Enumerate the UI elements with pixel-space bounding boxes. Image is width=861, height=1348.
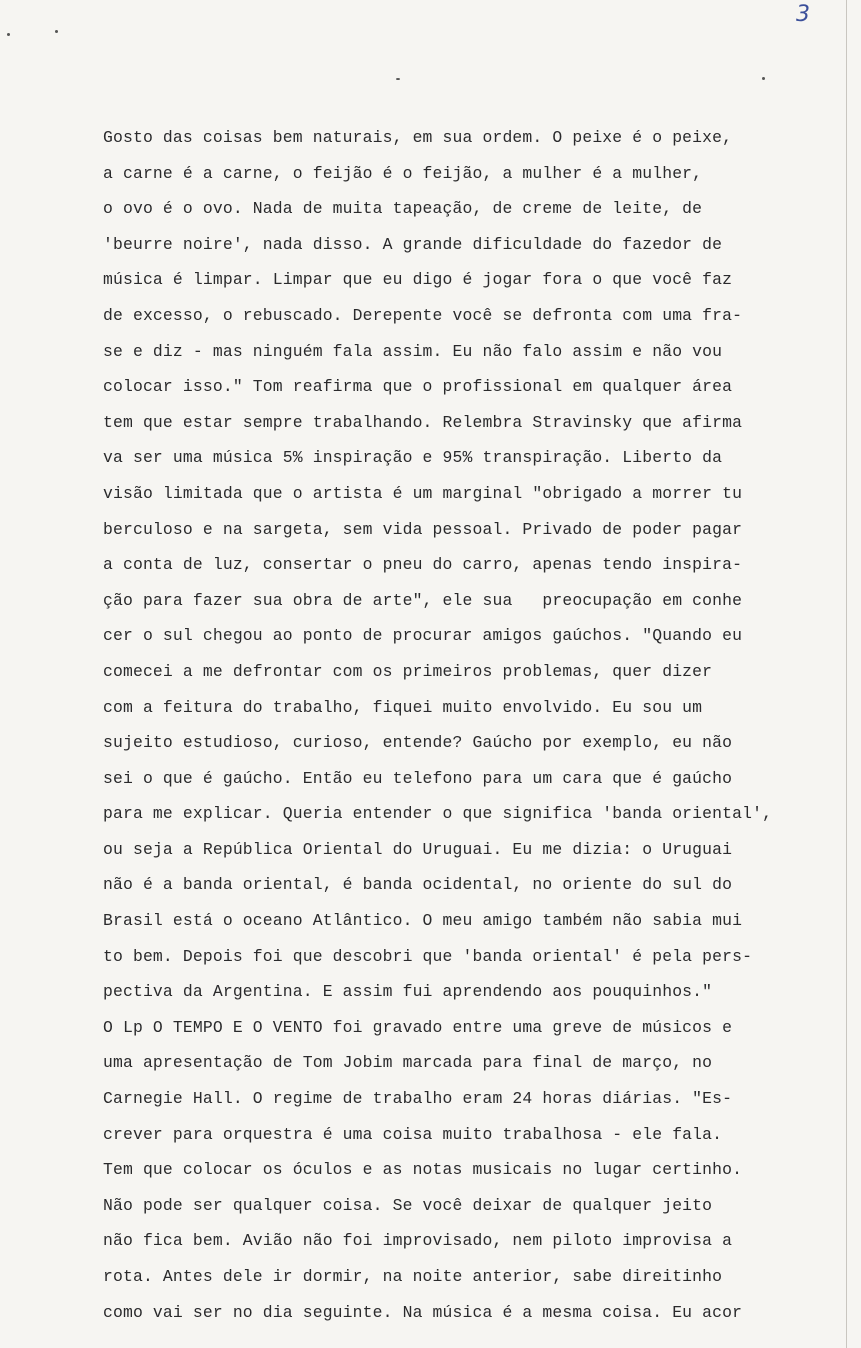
page-number: 3 (796, 2, 810, 27)
text-line: rota. Antes dele ir dormir, na noite anterior, sabe direitinho (103, 1267, 723, 1286)
text-line: to bem. Depois foi que descobri que 'banda oriental' é pela pers- (103, 946, 753, 966)
text-line: a conta de luz, consertar o pneu do carro, apenas tendo inspira- (103, 555, 743, 575)
text-line: para me explicar. Queria entender o que significa 'banda oriental', (103, 804, 773, 824)
text-line: visão limitada que o artista é um marginal "obrigado a morrer tu (103, 483, 743, 503)
text-line: cer o sul chegou ao ponto de procurar amigos gaúchos. "Quando eu (103, 626, 743, 646)
text-line: pectiva da Argentina. E assim fui aprendendo aos pouquinhos." (103, 982, 713, 1002)
text-line: o ovo é o ovo. Nada de muita tapeação, de creme de leite, de (103, 199, 703, 219)
text-line: não fica bem. Avião não foi improvisado, nem piloto improvisa a (103, 1231, 733, 1251)
paper-speck (7, 33, 10, 36)
text-line: Gosto das coisas bem naturais, em sua ordem. O peixe é o peixe, (103, 128, 733, 147)
text-line: Tem que colocar os óculos e as notas musicais no lugar certinho. (103, 1160, 743, 1180)
text-line: comecei a me defrontar com os primeiros problemas, quer dizer (103, 661, 713, 681)
text-line: não é a banda oriental, é banda ocidental, no oriente do sul do (103, 875, 733, 895)
text-line: Carnegie Hall. O regime de trabalho eram 24 horas diárias. "Es- (103, 1089, 733, 1109)
text-line: berculoso e na sargeta, sem vida pessoal. Privado de poder pagar (103, 519, 743, 539)
text-line: tem que estar sempre trabalhando. Relembra Stravinsky que afirma (103, 412, 743, 432)
text-line: ção para fazer sua obra de arte", ele sua preocupação em conhe (103, 590, 743, 610)
text-line: sujeito estudioso, curioso, entende? Gaúcho por exemplo, eu não (103, 733, 733, 753)
typed-text-body (103, 120, 833, 1330)
text-line: sei o que é gaúcho. Então eu telefono para um cara que é gaúcho (103, 768, 733, 788)
paper-speck (396, 78, 400, 80)
paper-speck (762, 77, 765, 80)
paper-speck (55, 30, 58, 33)
text-line: Brasil está o oceano Atlântico. O meu amigo também não sabia mui (103, 911, 743, 931)
text-line: se e diz - mas ninguém fala assim. Eu não falo assim e não vou (103, 341, 723, 361)
text-line: música é limpar. Limpar que eu digo é jogar fora o que você faz (103, 270, 733, 290)
text-line: ou seja a República Oriental do Uruguai. Eu me dizia: o Uruguai (103, 839, 733, 859)
text-line: 'beurre noire', nada disso. A grande dificuldade do fazedor de (103, 234, 723, 254)
text-line: uma apresentação de Tom Jobim marcada para final de março, no (103, 1053, 713, 1073)
text-line: crever para orquestra é uma coisa muito trabalhosa - ele fala. (103, 1124, 723, 1144)
text-line: Não pode ser qualquer coisa. Se você deixar de qualquer jeito (103, 1195, 713, 1215)
text-line: O Lp O TEMPO E O VENTO foi gravado entre uma greve de músicos e (103, 1017, 733, 1037)
text-line: va ser uma música 5% inspiração e 95% transpiração. Liberto da (103, 448, 723, 468)
text-line: como vai ser no dia seguinte. Na música é a mesma coisa. Eu acor (103, 1302, 743, 1322)
text-line: com a feitura do trabalho, fiquei muito envolvido. Eu sou um (103, 697, 703, 717)
text-line: a carne é a carne, o feijão é o feijão, a mulher é a mulher, (103, 163, 703, 183)
page-edge (846, 0, 847, 1348)
text-line: colocar isso." Tom reafirma que o profissional em qualquer área (103, 377, 733, 397)
text-line: de excesso, o rebuscado. Derepente você se defronta com uma fra- (103, 305, 743, 325)
